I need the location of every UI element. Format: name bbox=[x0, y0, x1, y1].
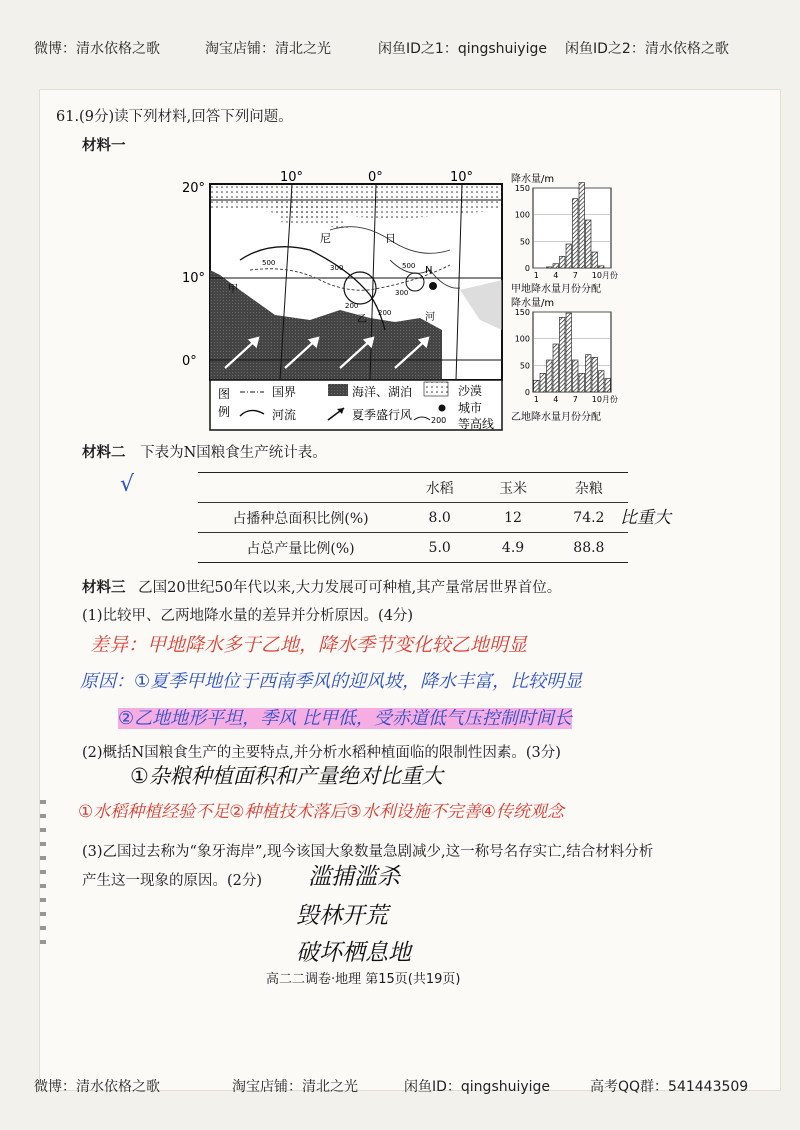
answer-q3-c: 破坏栖息地 bbox=[296, 940, 411, 966]
material3-label: 材料三 bbox=[82, 579, 126, 596]
label-jia: 甲 bbox=[228, 284, 238, 295]
material1-label: 材料一 bbox=[82, 137, 126, 154]
label-ri: 日 bbox=[385, 232, 396, 245]
chart-x-tick: 4 bbox=[553, 271, 559, 280]
chart-yi-title: 乙地降水量月份分配 bbox=[511, 412, 601, 423]
chart-y-tick: 50 bbox=[519, 237, 530, 247]
lat-label-10: 10° bbox=[182, 271, 206, 286]
chart-bar bbox=[592, 252, 598, 268]
table-header-row bbox=[198, 473, 628, 503]
chart-bar bbox=[534, 380, 540, 392]
west-africa-map bbox=[180, 170, 510, 432]
watermark-xianyu-2: 闲鱼ID之2：清水依格之歌 bbox=[565, 41, 729, 57]
watermark-qq-bottom: 高考QQ群：541443509 bbox=[590, 1079, 749, 1095]
chart-y-tick: 150 bbox=[514, 308, 530, 317]
lon-label-0: 0° bbox=[368, 170, 383, 185]
contour-300-b: 300 bbox=[395, 289, 409, 297]
chart-jia-ylabel: 降水量/m bbox=[511, 174, 555, 185]
chart-bar bbox=[573, 360, 579, 392]
chart-bar bbox=[579, 183, 585, 268]
contour-200-a: 200 bbox=[345, 302, 359, 310]
chart-bar bbox=[566, 244, 572, 268]
table-cell: 5.0 bbox=[403, 533, 476, 563]
chart-y-tick: 50 bbox=[519, 361, 530, 371]
chart-bar bbox=[566, 313, 572, 392]
table-cell: 12 bbox=[476, 503, 549, 533]
table-cell: 8.0 bbox=[403, 503, 476, 533]
label-yi: 乙 bbox=[357, 314, 367, 325]
material3-row bbox=[82, 576, 561, 597]
contour-200-b: 200 bbox=[378, 309, 392, 317]
chart-y-tick: 100 bbox=[514, 334, 530, 344]
chart-bar bbox=[586, 355, 592, 392]
contour-500-a: 500 bbox=[262, 259, 276, 267]
table-cell: 占播种总面积比例(%) bbox=[198, 503, 403, 533]
chart-plot-area bbox=[533, 188, 611, 268]
legend-contour: 等高线 bbox=[458, 417, 495, 431]
chart-bar bbox=[592, 357, 598, 392]
table-header-corn: 玉米 bbox=[476, 473, 549, 503]
watermark-weibo-bottom: 微博：清水依格之歌 bbox=[34, 1079, 160, 1095]
chart-jia-title: 甲地降水量月份分配 bbox=[511, 284, 601, 294]
chart-bar bbox=[553, 344, 559, 392]
precip-chart-yi bbox=[507, 296, 619, 424]
chart-x-tick: 10月份 bbox=[591, 395, 618, 404]
page-footer: 高二二调卷·地理 第15页(共19页) bbox=[266, 972, 461, 987]
table-cell: 74.2 bbox=[550, 503, 628, 533]
chart-bar bbox=[547, 267, 553, 268]
binding-holes bbox=[40, 800, 46, 950]
answer-q3-a: 滥捕滥杀 bbox=[308, 864, 400, 890]
label-ni: 尼 bbox=[320, 232, 331, 245]
legend-city: 城市 bbox=[458, 401, 483, 415]
watermark-taobao: 淘宝店铺：清北之光 bbox=[205, 41, 331, 57]
contour-300-a: 300 bbox=[330, 264, 344, 272]
table-header-rice: 水稻 bbox=[403, 473, 476, 503]
chart-x-tick: 1 bbox=[533, 271, 539, 280]
question-title: 61.(9分)读下列材料,回答下列问题。 bbox=[56, 109, 293, 125]
legend-title-1: 图 bbox=[218, 387, 231, 401]
lon-label-10w: 10° bbox=[280, 170, 304, 185]
map-frame bbox=[182, 170, 502, 380]
watermark-xianyu-1: 闲鱼ID之1：qingshuiyige bbox=[378, 41, 547, 57]
table-cell: 88.8 bbox=[550, 533, 628, 563]
grain-table bbox=[198, 472, 628, 563]
chart-bar bbox=[599, 371, 605, 392]
chart-bar bbox=[573, 199, 579, 268]
label-he: 河 bbox=[425, 312, 435, 323]
chart-bar bbox=[605, 379, 611, 392]
legend-desert: 沙漠 bbox=[458, 384, 483, 398]
chart-bar bbox=[553, 264, 559, 268]
city-dot bbox=[429, 282, 437, 290]
table-cell: 4.9 bbox=[476, 533, 549, 563]
material3-text: 乙国20世纪50年代以来,大力发展可可种植,其产量常居世界首位。 bbox=[138, 580, 562, 596]
contour-500-b: 500 bbox=[402, 262, 416, 270]
legend-contour-sample: 200 bbox=[431, 416, 447, 425]
chart-x-tick: 10月份 bbox=[591, 271, 618, 280]
watermark-xianyu-bottom: 闲鱼ID：qingshuiyige bbox=[404, 1079, 551, 1095]
lat-label-0: 0° bbox=[182, 354, 197, 369]
answer-q3-b: 毁林开荒 bbox=[296, 903, 388, 929]
legend-sea: 海洋、湖泊 bbox=[352, 385, 413, 399]
chart-bar bbox=[586, 220, 592, 268]
label-n: N bbox=[425, 265, 433, 276]
table-header-misc: 杂粮 bbox=[550, 473, 628, 503]
watermark-weibo: 微博：清水依格之歌 bbox=[34, 41, 160, 57]
material2-text: 下表为N国粮食生产统计表。 bbox=[140, 445, 327, 461]
table-header-cell bbox=[198, 473, 403, 503]
chart-bar bbox=[599, 266, 605, 268]
question-3-line2: 产生这一现象的原因。(2分) bbox=[82, 873, 263, 889]
chart-y-tick: 0 bbox=[524, 264, 530, 273]
legend-wind: 夏季盛行风 bbox=[352, 408, 413, 422]
chart-bar bbox=[547, 360, 553, 392]
answer-q2-factors: ①水稻种植经验不足②种植技术落后③水利设施不完善④传统观念 bbox=[78, 802, 564, 822]
chart-bar bbox=[560, 317, 566, 392]
handwritten-table-note: 比重大 bbox=[620, 508, 671, 528]
chart-yi-ylabel: 降水量/m bbox=[511, 298, 555, 309]
material2-label: 材料二 bbox=[82, 444, 126, 461]
question-3-line1: (3)乙国过去称为“象牙海岸”,现今该国大象数量急剧减少,这一称号名存实亡,结合材料分析 bbox=[82, 844, 654, 860]
question-2: (2)概括N国粮食生产的主要特点,并分析水稻种植面临的限制性因素。(3分) bbox=[82, 745, 561, 761]
table-cell: 占总产量比例(%) bbox=[198, 533, 403, 563]
chart-bar bbox=[579, 373, 585, 392]
answer-q1-difference: 差异：甲地降水多于乙地，降水季节变化较乙地明显 bbox=[90, 634, 528, 656]
lat-label-20: 20° bbox=[182, 181, 206, 196]
chart-x-tick: 4 bbox=[553, 395, 559, 404]
handwritten-check: √ bbox=[120, 472, 135, 497]
chart-y-tick: 150 bbox=[514, 184, 530, 193]
chart-x-tick: 7 bbox=[572, 395, 578, 404]
chart-x-tick: 1 bbox=[533, 395, 539, 404]
question-1: (1)比较甲、乙两地降水量的差异并分析原因。(4分) bbox=[82, 608, 414, 624]
lon-label-10e: 10° bbox=[450, 170, 474, 185]
chart-bar bbox=[540, 373, 546, 392]
legend-border: 国界 bbox=[272, 385, 297, 399]
material2-row bbox=[82, 441, 327, 462]
answer-q2-feature: ①杂粮种植面积和产量绝对比重大 bbox=[130, 764, 443, 788]
precip-chart-jia bbox=[507, 172, 619, 294]
legend-river: 河流 bbox=[272, 408, 297, 422]
watermark-taobao-bottom: 淘宝店铺：清北之光 bbox=[232, 1079, 358, 1095]
answer-q1-cause-1: 原因：①夏季甲地位于西南季风的迎风坡，降水丰富，比较明显 bbox=[80, 671, 583, 692]
map-legend bbox=[210, 380, 502, 431]
table-row bbox=[198, 533, 628, 563]
table-row bbox=[198, 503, 628, 533]
answer-q1-cause-2: ②乙地地形平坦，季风 比甲低，受赤道低气压控制时间长 bbox=[118, 708, 572, 729]
chart-x-tick: 7 bbox=[572, 271, 578, 280]
chart-y-tick: 0 bbox=[524, 388, 530, 397]
chart-bar bbox=[560, 256, 566, 268]
chart-y-tick: 100 bbox=[514, 210, 530, 220]
legend-title-2: 例 bbox=[218, 405, 231, 419]
